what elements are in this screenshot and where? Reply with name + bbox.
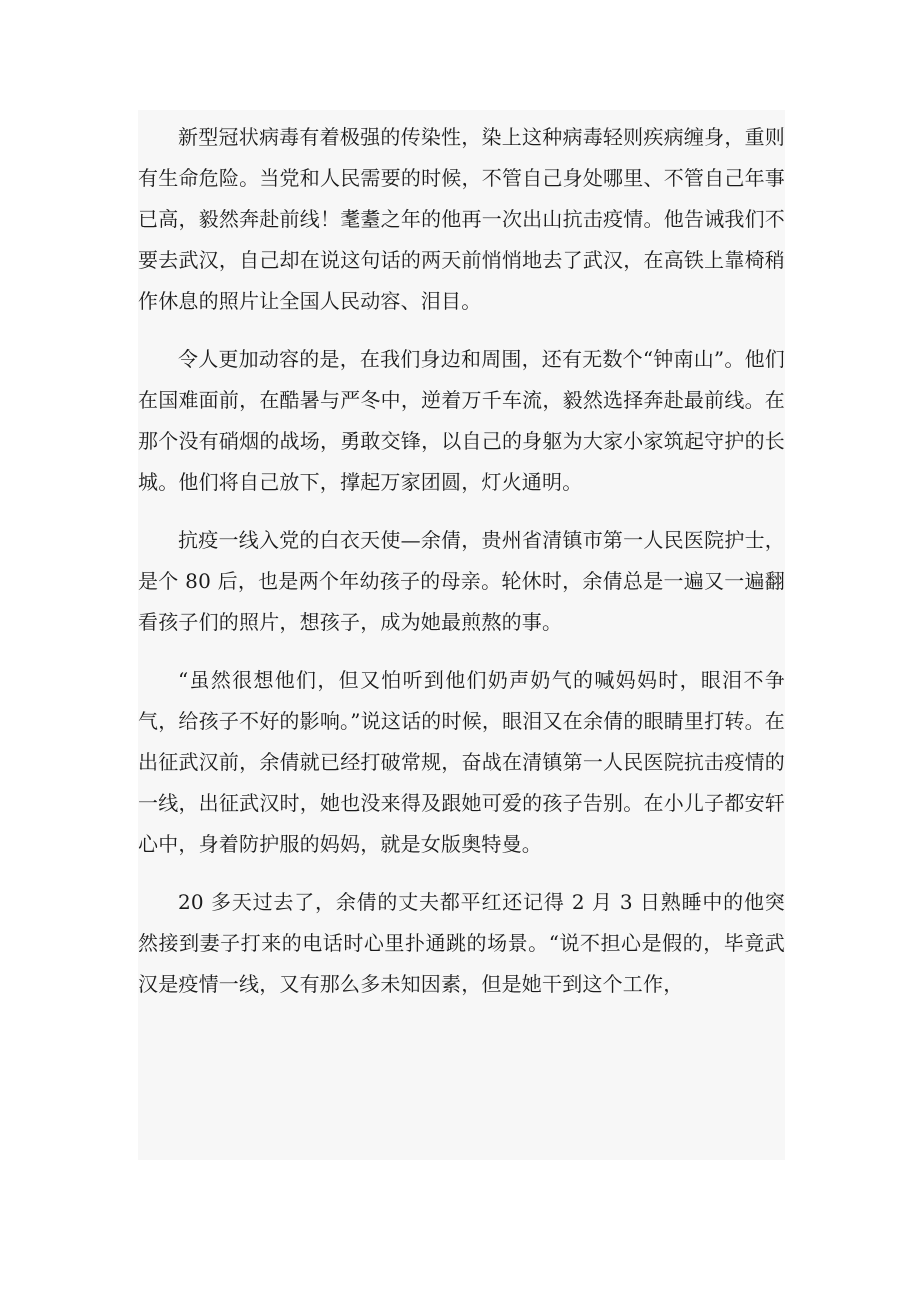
paragraph-5: 20 多天过去了，余倩的丈夫都平红还记得 2 月 3 日熟睡中的他突然接到妻子打来的电话时心里扑通跳的场景。“说不担心是假的，毕竟武汉是疫情一线，又有那么多未知因素，但是她干到这个工作， bbox=[138, 890, 785, 996]
paragraph-3: 抗疫一线入党的白衣天使—余倩，贵州省清镇市第一人民医院护士，是个 80 后，也是两个年幼孩子的母亲。轮休时，余倩总是一遍又一遍翻看孩子们的照片，想孩子，成为她最煎熬的事。 bbox=[138, 528, 785, 634]
paragraph-2: 令人更加动容的是，在我们身边和周围，还有无数个“钟南山”。他们在国难面前，在酷暑与严冬中，逆着万千车流，毅然选择奔赴最前线。在那个没有硝烟的战场，勇敢交锋，以自己的身躯为大家小家筑起守护的长城。他们将自己放下，撑起万家团圆，灯火通明。 bbox=[138, 347, 785, 494]
paragraph-1: 新型冠状病毒有着极强的传染性，染上这种病毒轻则疾病缠身，重则有生命危险。当党和人民需要的时候，不管自己身处哪里、不管自己年事已高，毅然奔赴前线！耄耋之年的他再一次出山抗击疫情。他告诫我们不要去武汉，自己却在说这句话的两天前悄悄地去了武汉，在高铁上靠椅稍作休息的照片让全国人民动容、泪目。 bbox=[138, 125, 785, 313]
document-body bbox=[138, 110, 785, 1160]
paragraph-4: “虽然很想他们，但又怕听到他们奶声奶气的喊妈妈时，眼泪不争气，给孩子不好的影响。”说这话的时候，眼泪又在余倩的眼睛里打转。在出征武汉前，余倩就已经打破常规，奋战在清镇第一人民医院抗击疫情的一线，出征武汉时，她也没来得及跟她可爱的孩子告别。在小儿子都安轩心中，身着防护服的妈妈，就是女版奥特曼。 bbox=[138, 668, 785, 856]
